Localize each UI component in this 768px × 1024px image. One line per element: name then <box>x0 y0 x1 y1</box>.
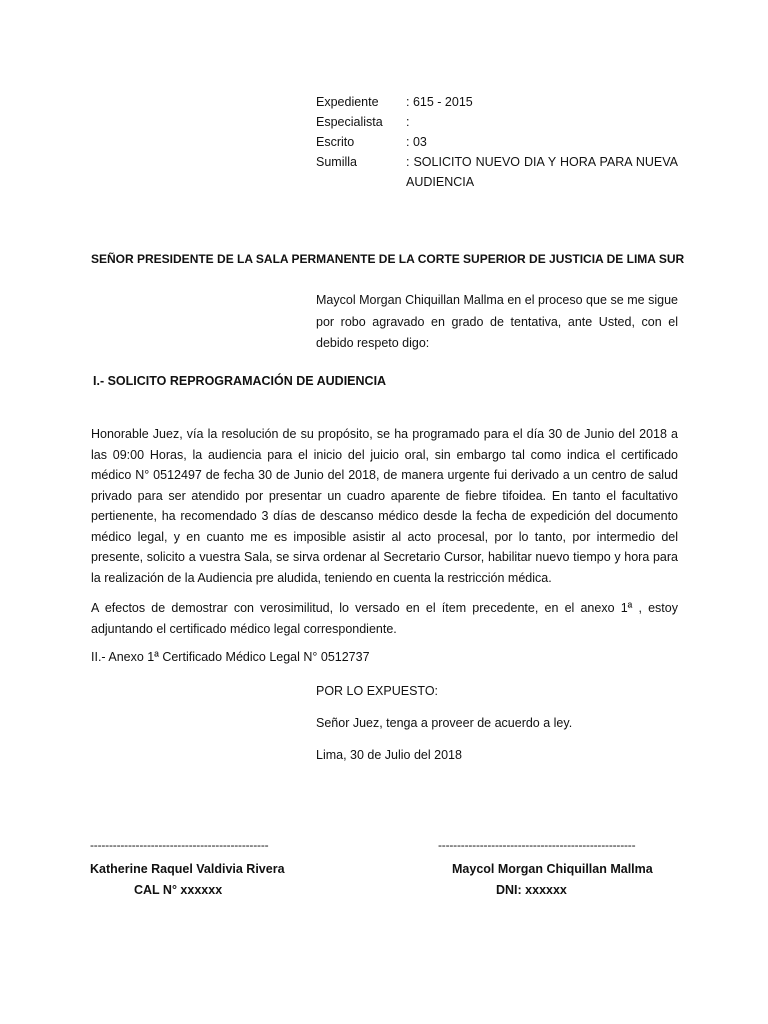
case-header <box>316 92 678 192</box>
escrito-label: Escrito <box>316 135 355 149</box>
especialista-row <box>316 112 678 132</box>
addressee-heading: SEÑOR PRESIDENTE DE LA SALA PERMANENTE DE LA CORTE SUPERIOR DE JUSTICIA DE LIMA SUR <box>91 252 685 266</box>
sumilla-value: : SOLICITO NUEVO DIA Y HORA PARA NUEVA AUDIENCIA <box>406 155 678 189</box>
annex-line: II.- Anexo 1ª Certificado Médico Legal N° 0512737 <box>91 650 370 664</box>
especialista-label: Especialista <box>316 115 383 129</box>
escrito-value: : 03 <box>406 135 427 149</box>
signatory-right-name: Maycol Morgan Chiquillan Mallma <box>452 862 653 876</box>
intro-paragraph: Maycol Morgan Chiquillan Mallma en el proceso que se me sigue por robo agravado en grado de tentativa, ante Usted, con el debido respeto digo: <box>316 293 678 350</box>
signature-line-right: ---------------------------------------------------- <box>438 838 636 852</box>
escrito-row <box>316 132 678 152</box>
closing-date: Lima, 30 de Julio del 2018 <box>316 748 462 762</box>
especialista-value: : <box>406 115 410 129</box>
section-title: I.- SOLICITO REPROGRAMACIÓN DE AUDIENCIA <box>93 374 387 388</box>
signature-line-left: ----------------------------------------------- <box>90 838 269 852</box>
expediente-value: : 615 - 2015 <box>406 95 473 109</box>
signatory-left-name: Katherine Raquel Valdivia Rivera <box>90 862 285 876</box>
closing-request: Señor Juez, tenga a proveer de acuerdo a ley. <box>316 716 573 730</box>
closing-por-lo-expuesto: POR LO EXPUESTO: <box>316 684 439 698</box>
sumilla-row <box>316 152 678 192</box>
expediente-label: Expediente <box>316 95 379 109</box>
signatory-left-id: CAL N° xxxxxx <box>134 883 223 897</box>
body-paragraph-1: Honorable Juez, vía la resolución de su propósito, se ha programado para el día 30 de Junio del 2018 a las 09:00 Horas, la audiencia para el inicio del juicio oral, sin embargo tal como indica el certificado médico N° 0512497 de fecha 30 de Junio del 2018, de manera urgente fui derivado a un centro de salud privado para ser atendido por presentar un cuadro aparente de fiebre tifoidea. En tanto el facultativo pertienente, ha recomendado 3 días de descanso médico desde la fecha de expedición del documento médico legal, y en cuanto me es imposible asistir al acto procesal, por lo tanto, por intermedio del presente, solicito a vuestra Sala, se sirva ordenar al Secretario Cursor, habilitar nuevo tiempo y hora para la realización de la Audiencia pre aludida, teniendo en cuenta la restricción médica. <box>91 427 678 585</box>
signatory-right-id: DNI: xxxxxx <box>496 883 567 897</box>
sumilla-label: Sumilla <box>316 155 357 169</box>
body-paragraph-2: A efectos de demostrar con verosimilitud, lo versado en el ítem precedente, en el anexo 1ª , estoy adjuntando el certificado médico legal correspondiente. <box>91 601 678 636</box>
expediente-row <box>316 92 678 112</box>
